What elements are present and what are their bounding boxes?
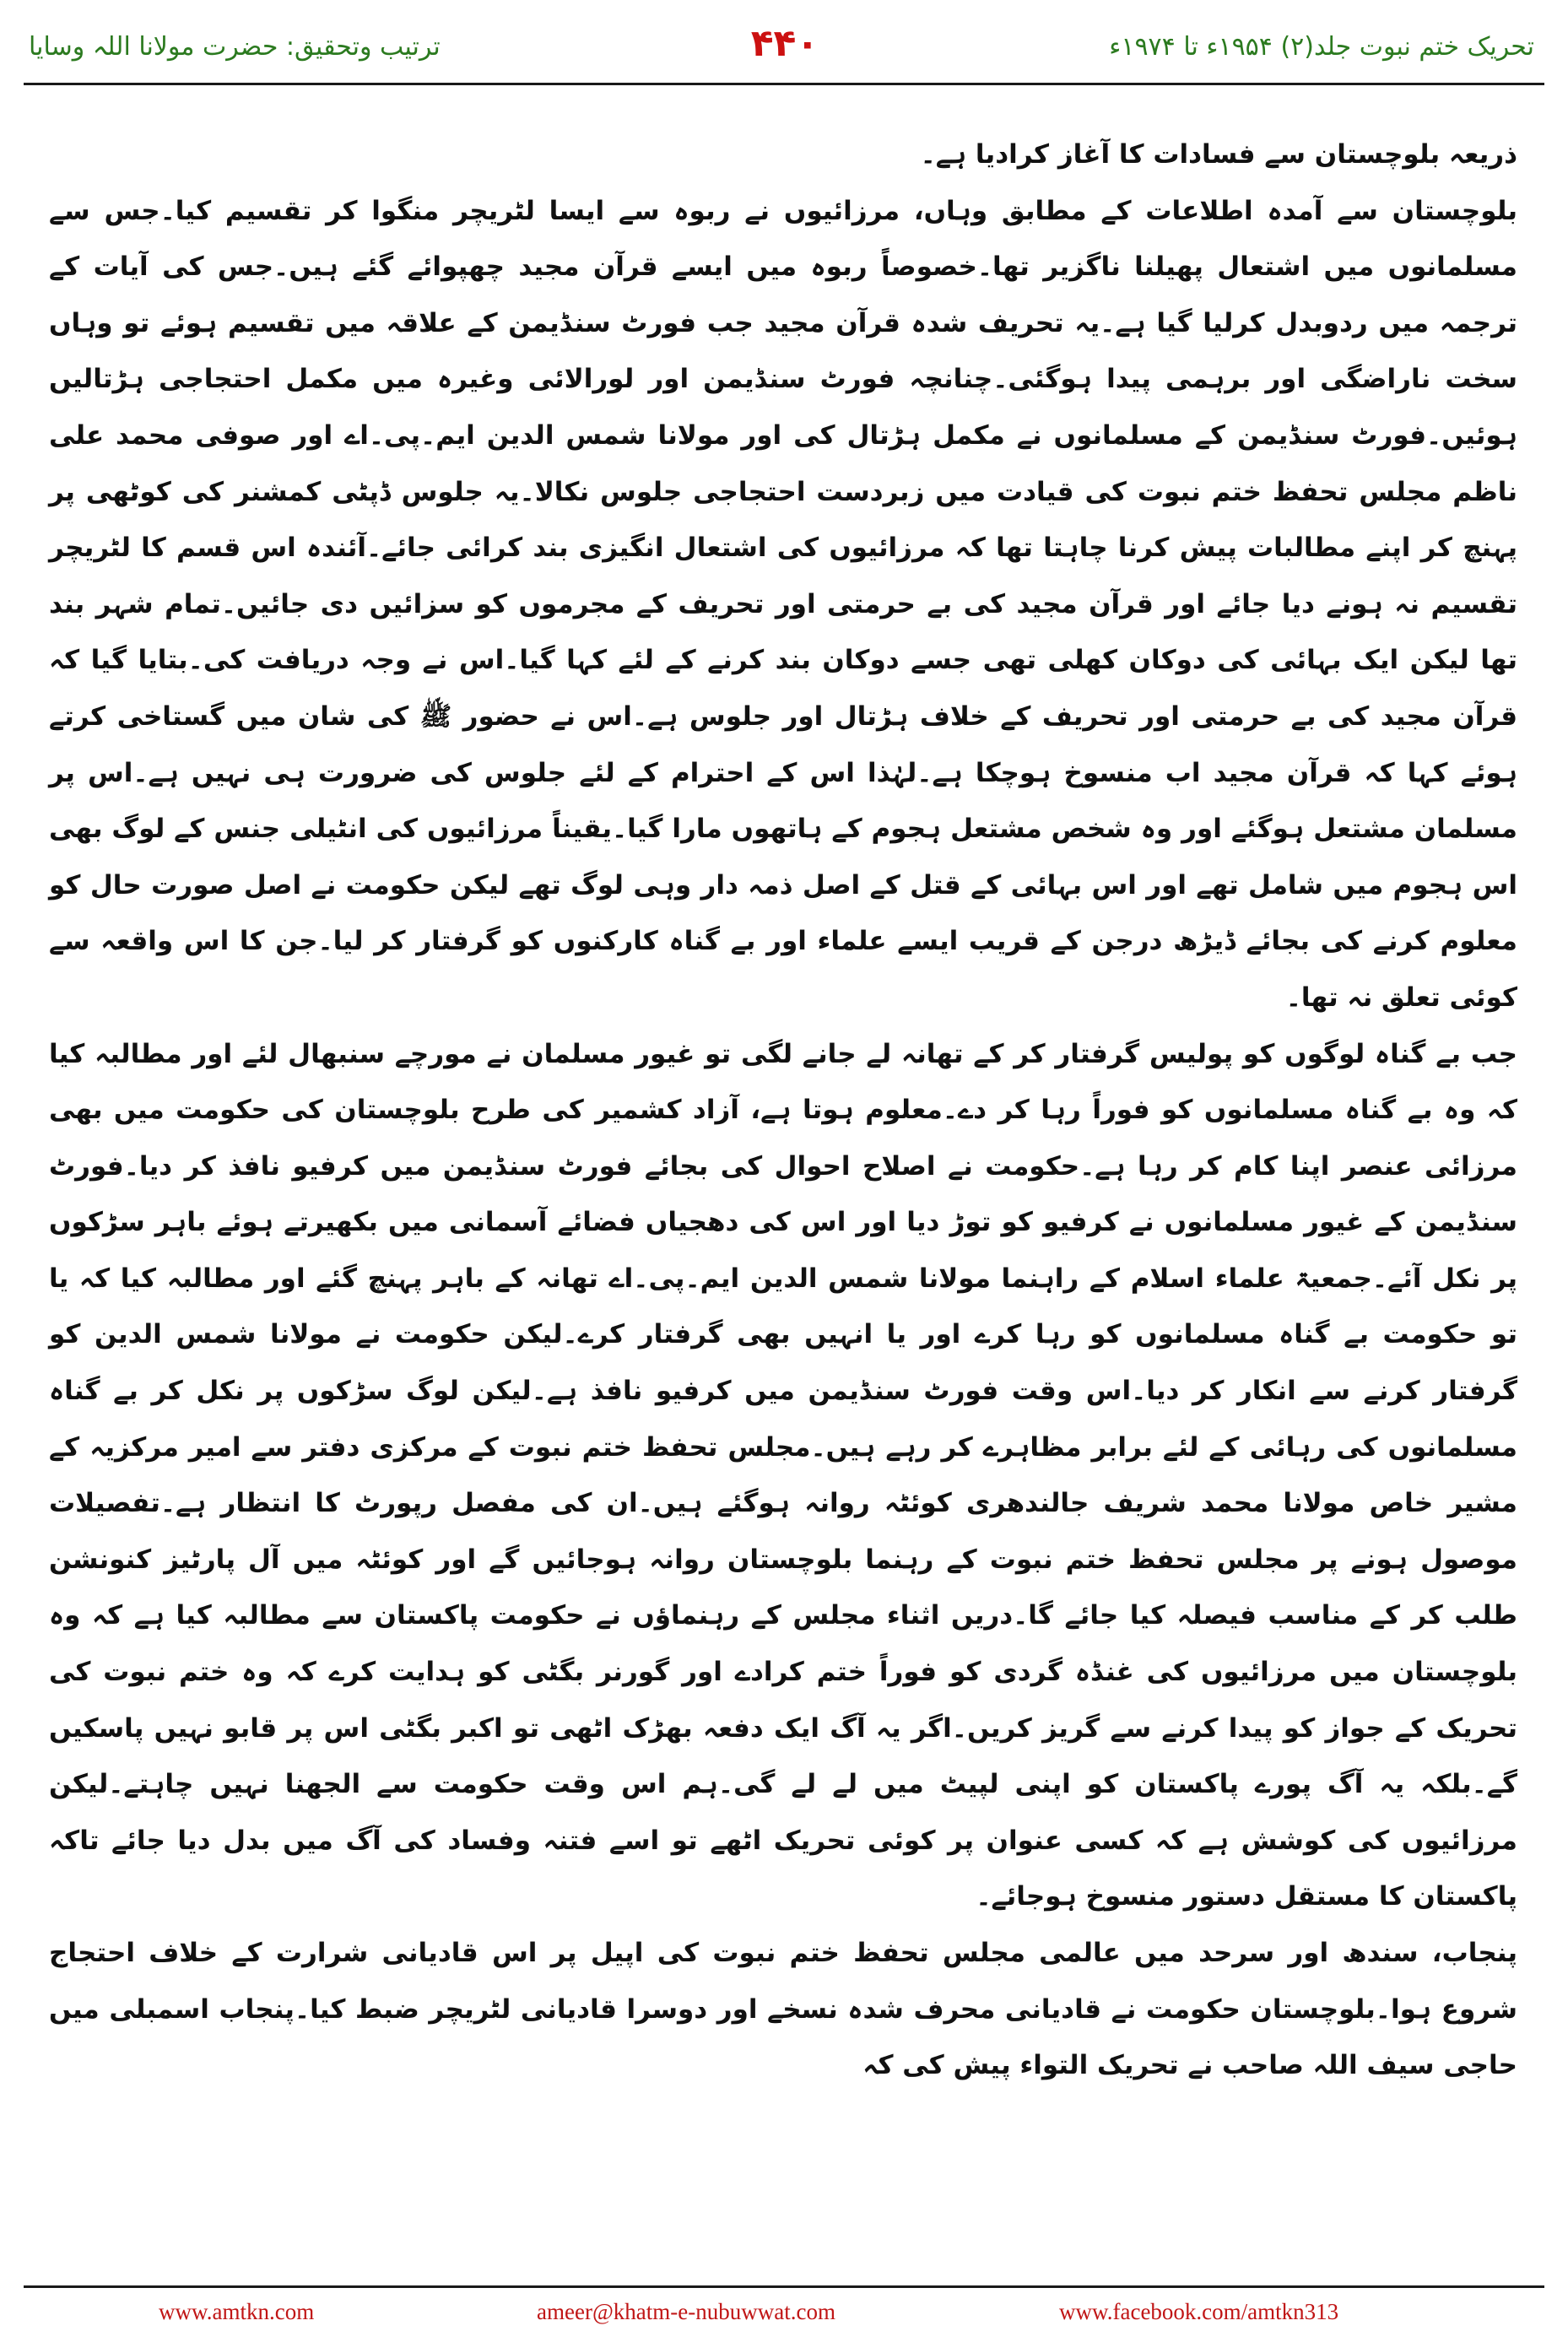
header-divider xyxy=(24,83,1544,85)
footer-divider xyxy=(24,2285,1544,2288)
facebook-link[interactable]: www.facebook.com/amtkn313 xyxy=(1059,2299,1339,2324)
paragraph: ذریعہ بلوچستان سے فسادات کا آغاز کرادیا ہے۔ xyxy=(920,139,1517,170)
website-link[interactable]: www.amtkn.com xyxy=(159,2299,315,2324)
body-text xyxy=(49,127,1517,2094)
paragraph: جب بے گناہ لوگوں کو پولیس گرفتار کر کے تھانہ لے جانے لگی تو غیور مسلمان نے مورچے سنبھال لئے اور مطالبہ کیا کہ وہ بے گناہ مسلمانوں کو فوراً رہا کر دے۔معلوم ہوتا ہے، آزاد کشمیر کی طرح بلوچستان کی حکومت میں بھی مرزائی عنصر اپنا کام کر رہا ہے۔حکومت نے اصلاح احوال کی بجائے فورٹ سنڈیمن میں کرفیو نافذ کر دیا۔فورٹ سنڈیمن کے غیور مسلمانوں نے کرفیو کو توڑ دیا اور اس کی دھجیاں فضائے آسمانی میں بکھیرتے ہوئے باہر سڑکوں پر نکل آئے۔جمعیۃ علماء اسلام کے راہنما مولانا شمس الدین ایم۔پی۔اے تھانہ کے باہر پہنچ گئے اور مطالبہ کیا کہ یا تو حکومت بے گناہ مسلمانوں کو رہا کرے اور یا انہیں بھی گرفتار کرے۔لیکن حکومت نے مولانا شمس الدین کو گرفتار کرنے سے انکار کر دیا۔اس وقت فورٹ سنڈیمن میں کرفیو نافذ ہے۔لیکن لوگ سڑکوں پر نکل کر بے گناہ مسلمانوں کی رہائی کے لئے برابر مظاہرے کر رہے ہیں۔مجلس تحفظ ختم نبوت کے مرکزی دفتر سے امیر مرکزیہ کے مشیر خاص مولانا محمد شریف جالندھری کوئٹہ روانہ ہوگئے ہیں۔ان کی مفصل رپورٹ کا انتظار ہے۔تفصیلات موصول ہونے پر مجلس تحفظ ختم نبوت کے رہنما بلوچستان روانہ ہوجائیں گے اور کوئٹہ میں آل پارٹیز کنونشن طلب کر کے مناسب فیصلہ کیا جائے گا۔دریں اثناء مجلس کے رہنماؤں نے حکومت پاکستان سے مطالبہ کیا ہے کہ وہ بلوچستان میں مرزائیوں کی غنڈہ گردی کو فوراً ختم کرادے اور گورنر بگٹی کو ہدایت کرے کہ وہ ختم نبوت کی تحریک کے جواز کو پیدا کرنے سے گریز کریں۔اگر یہ آگ ایک دفعہ بھڑک اٹھی تو اکبر بگٹی اس پر قابو نہیں پاسکیں گے۔بلکہ یہ آگ پورے پاکستان کو اپنی لپیٹ میں لے لے گی۔ہم اس وقت حکومت سے الجھنا نہیں چاہتے۔لیکن مرزائیوں کی کوشش ہے کہ کسی عنوان پر کوئی تحریک اٹھے تو اسے فتنہ وفساد کی آگ میں بدل دیا جائے تاکہ پاکستان کا مستقل دستور منسوخ ہوجائے۔ xyxy=(49,1038,1517,1912)
book-title: تحریک ختم نبوت جلد(۲) ۱۹۵۴ء تا ۱۹۷۴ء xyxy=(1109,32,1534,62)
paragraph: پنجاب، سندھ اور سرحد میں عالمی مجلس تحفظ ختم نبوت کی اپیل پر اس قادیانی شرارت کے خلاف احتجاج شروع ہوا۔بلوچستان حکومت نے قادیانی محرف شدہ نسخے اور دوسرا قادیانی لٹریچر ضبط کیا۔پنجاب اسمبلی میں حاجی سیف اللہ صاحب نے تحریک التواء پیش کی کہ xyxy=(49,1938,1517,2081)
compiler-credit: ترتیب وتحقیق: حضرت مولانا اللہ وسایا xyxy=(29,32,441,62)
email-link[interactable]: ameer@khatm-e-nubuwwat.com xyxy=(537,2299,835,2324)
page-number: ۴۴۰ xyxy=(750,22,819,65)
paragraph: بلوچستان سے آمدہ اطلاعات کے مطابق وہاں، مرزائیوں نے ربوہ سے ایسا لٹریچر منگوا کر تقسیم کیا۔جس سے مسلمانوں میں اشتعال پھیلنا ناگزیر تھا۔خصوصاً ربوہ میں ایسے قرآن مجید چھپوائے گئے ہیں۔جس کی آیات کے ترجمہ میں ردوبدل کرلیا گیا ہے۔یہ تحریف شدہ قرآن مجید جب فورٹ سنڈیمن کے علاقہ میں تقسیم ہوئے تو وہاں سخت ناراضگی اور برہمی پیدا ہوگئی۔چنانچہ فورٹ سنڈیمن اور لورالائی وغیرہ میں مکمل احتجاجی ہڑتالیں ہوئیں۔فورٹ سنڈیمن کے مسلمانوں نے مکمل ہڑتال کی اور مولانا شمس الدین ایم۔پی۔اے اور صوفی محمد علی ناظم مجلس تحفظ ختم نبوت کی قیادت میں زبردست احتجاجی جلوس نکالا۔یہ جلوس ڈپٹی کمشنر کی کوٹھی پر پہنچ کر اپنے مطالبات پیش کرنا چاہتا تھا کہ مرزائیوں کی اشتعال انگیزی بند کرائی جائے۔آئندہ اس قسم کا لٹریچر تقسیم نہ ہونے دیا جائے اور قرآن مجید کی بے حرمتی اور تحریف کے مجرموں کو سزائیں دی جائیں۔تمام شہر بند تھا لیکن ایک بہائی کی دوکان کھلی تھی جسے دوکان بند کرنے کے لئے کہا گیا۔اس نے وجہ دریافت کی۔بتایا گیا کہ قرآن مجید کی بے حرمتی اور تحریف کے خلاف ہڑتال اور جلوس ہے۔اس نے حضور ﷺ کی شان میں گستاخی کرتے ہوئے کہا کہ قرآن مجید اب منسوخ ہوچکا ہے۔لہٰذا اس کے احترام کے لئے جلوس کی ضرورت ہی نہیں ہے۔اس پر مسلمان مشتعل ہوگئے اور وہ شخص مشتعل ہجوم کے ہاتھوں مارا گیا۔یقیناً مرزائیوں کی انٹیلی جنس کے لوگ بھی اس ہجوم میں شامل تھے اور اس بہائی کے قتل کے اصل ذمہ دار وہی لوگ تھے لیکن حکومت نے اصل صورت حال کو معلوم کرنے کی بجائے ڈیڑھ درجن کے قریب ایسے علماء اور بے گناہ کارکنوں کو گرفتار کر لیا۔جن کا اس واقعہ سے کوئی تعلق نہ تھا۔ xyxy=(49,195,1518,1013)
page-footer xyxy=(0,2294,1568,2336)
page-header xyxy=(0,0,1568,78)
